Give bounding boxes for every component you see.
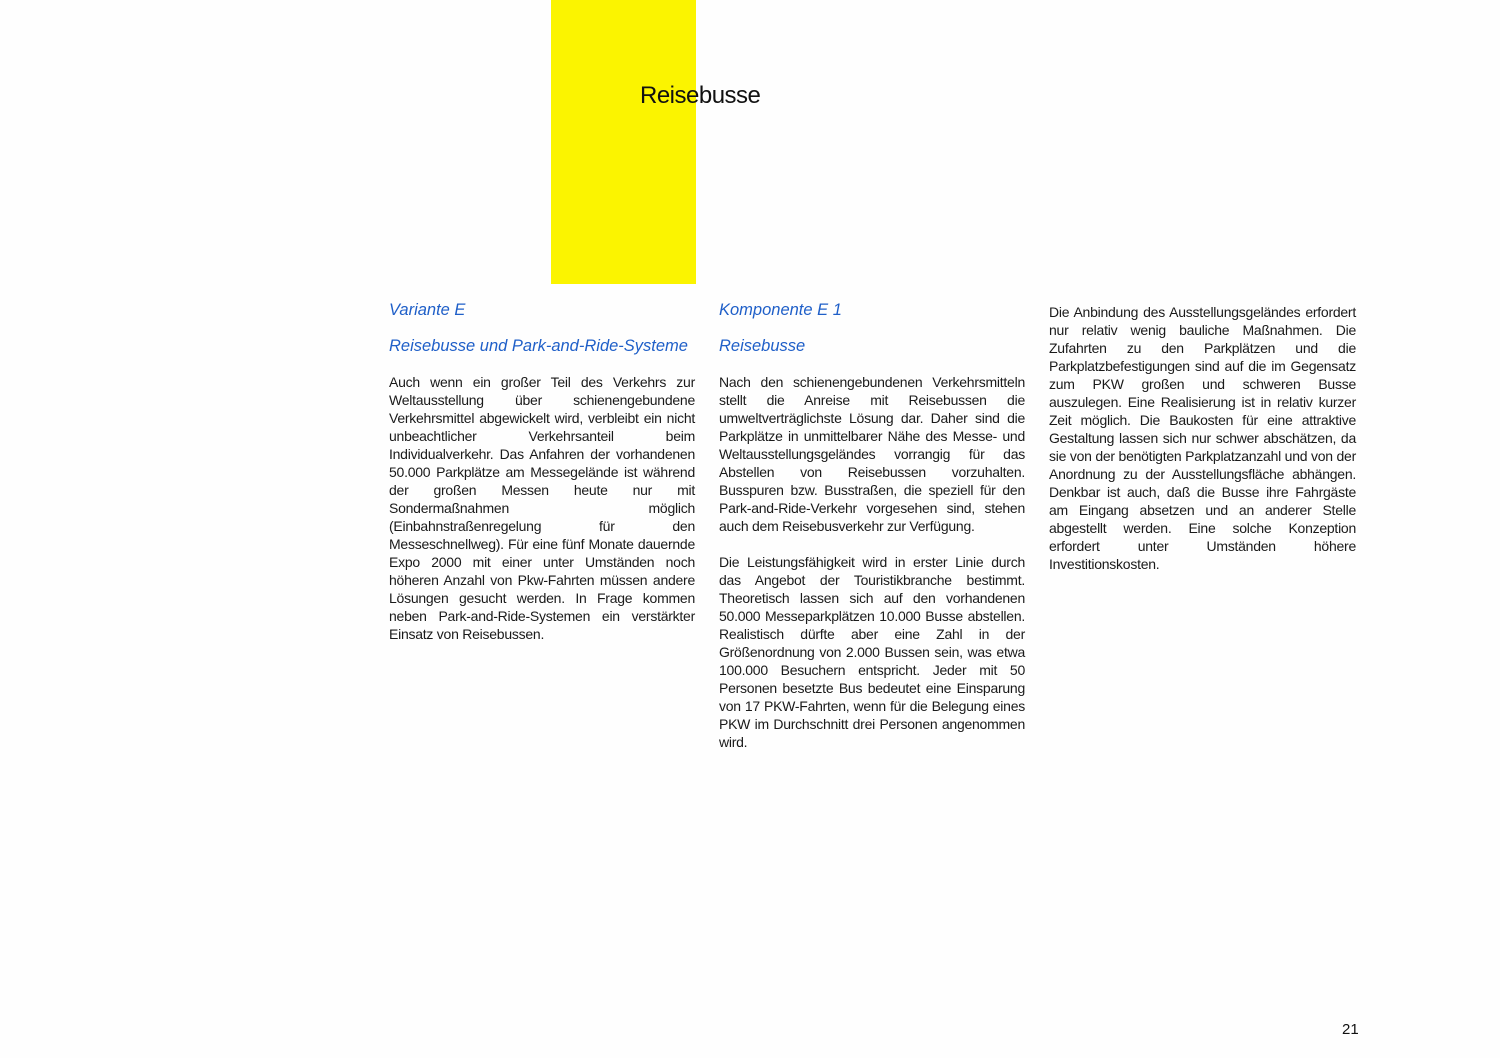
section-heading-komponente: Komponente E 1 [719, 301, 842, 319]
section-subheading-variante: Reisebusse und Park-and-Ride-Systeme [389, 337, 688, 355]
page-title: Reisebusse [640, 82, 761, 109]
paragraph-variante-intro: Auch wenn ein großer Teil des Verkehrs zur Weltausstellung über schienengebundene Verkehrsmittel abgewickelt wird, verbleibt ein nicht unbeachtlicher Verkehrsanteil beim Individualverkehr. Das Anfahren der vorhandenen 50.000 Parkplätze am Messegelände ist während der großen Messen heute nur mit Sondermaßnahmen möglich (Einbahnstraßenregelung für den Messeschnellweg). Für eine fünf Monate dauernde Expo 2000 mit einer unter Umständen noch höheren Anzahl von Pkw-Fahrten müssen andere Lösungen gesucht werden. In Frage kommen neben Park-and-Ride-Systemen ein verstärkter Einsatz von Reisebussen. [389, 374, 695, 642]
column-komponente-e1 [719, 300, 1025, 751]
section-subheading-komponente: Reisebusse [719, 337, 806, 355]
paragraph-komponente-1: Nach den schienengebundenen Verkehrsmitteln stellt die Anreise mit Reisebussen die umweltverträglichste Lösung dar. Daher sind die Parkplätze in unmittelbarer Nähe des Messe- und Weltausstellungsgeländes vorrangig für das Abstellen von Reisebussen vorzuhalten. Busspuren bzw. Busstraßen, die speziell für den Park-and-Ride-Verkehr vorgesehen sind, stehen auch dem Reisebusverkehr zur Verfügung. [719, 374, 1025, 534]
page-number: 21 [1342, 1021, 1359, 1038]
paragraph-komponente-2: Die Leistungsfähigkeit wird in erster Linie durch das Angebot der Touristikbranche bestimmt. Theoretisch lassen sich auf den vorhandenen 50.000 Messeparkplätzen 10.000 Busse abstellen. Realistisch dürfte aber eine Zahl in der Größenordnung von 2.000 Bussen sein, was etwa 100.000 Besuchern entspricht. Jeder mit 50 Personen besetzte Bus bedeutet eine Einsparung von 17 PKW-Fahrten, wenn für die Belegung eines PKW im Durchschnitt drei Personen angenommen wird. [719, 554, 1025, 750]
column-variante-e [389, 300, 695, 643]
column-anbindung [1049, 303, 1356, 573]
paragraph-anbindung: Die Anbindung des Ausstellungsgeländes erfordert nur relativ wenig bauliche Maßnahmen. Die Zufahrten zu den Parkplätzen und die Parkplatzbefestigungen sind auf die im Gegensatz zum PKW großen und schweren Busse auszulegen. Eine Realisierung ist in relativ kurzer Zeit möglich. Die Baukosten für eine attraktive Gestaltung lassen sich nur schwer abschätzen, da sie von der benötigten Parkplatzanzahl und von der Anordnung zu der Ausstellungsfläche abhängen. Denkbar ist auch, daß die Busse ihre Fahrgäste am Eingang absetzen und an anderer Stelle abgestellt werden. Eine solche Konzeption erfordert unter Umständen höhere Investitionskosten. [1049, 304, 1356, 572]
yellow-accent-block [551, 0, 696, 284]
section-heading-variante: Variante E [389, 301, 466, 319]
